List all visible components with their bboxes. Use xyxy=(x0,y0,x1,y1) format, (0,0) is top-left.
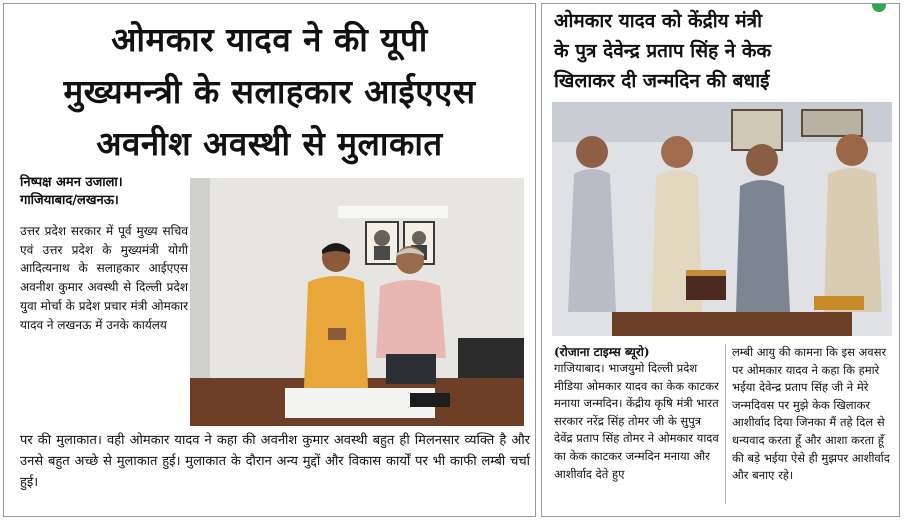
birthday-photo xyxy=(552,102,892,336)
right-headline-line: खिलाकर दी जन्मदिन की बधाई xyxy=(554,70,770,92)
left-headline-line: मुख्यमन्त्री के सलाहकार आईएएस xyxy=(63,72,476,111)
meeting-photo xyxy=(190,178,524,426)
left-byline xyxy=(20,174,180,210)
birthday-photo-illustration xyxy=(552,102,892,336)
meeting-photo-illustration xyxy=(190,178,524,426)
left-article-continuation: पर की मुलाकात। वही ओमकार यादव ने कहा की अवनीश कुमार अवस्थी बहुत ही मिलनसार व्यक्ति है और उनसे बहुत अच्छे से मुलाकात हुई। मुलाकात के दौरान अन्य मुद्दों और विकास कार्यों पर भी काफी लम्बी चर्चा हुई। xyxy=(20,433,530,490)
left-headline-line: अवनीश अवस्थी से मुलाकात xyxy=(96,124,443,163)
column-divider xyxy=(725,344,726,504)
left-headline xyxy=(8,14,531,170)
right-headline xyxy=(552,6,892,96)
news-clipping-right xyxy=(541,3,900,517)
left-article-column: उत्तर प्रदेश सरकार में पूर्व मुख्य सचिव एवं उत्तर प्रदेश के मुख्यमंत्री योगी आदित्यनाथ के सलाहकार आईएएस अवनीश कुमार अवस्थी से दिल्ली प्रदेश युवा मोर्चा के प्रदेश प्रचार मंत्री ओमकार यादव ने लखनऊ में उनके कार्यलय xyxy=(20,224,188,332)
right-article-column-1: गाजियाबाद। भाजयुमो दिल्ली प्रदेश मीडिया ओमकार यादव का केक काटकर मनाया जन्मदिन। केंद्रीय कृषि मंत्री भारत सरकार नरेंद्र सिंह तोमर जी के सुपुत्र देवेंद्र प्रताप सिंह तोमर ने ओमकार यादव का केक काटकर जन्मदिन मनाया और आशीर्वाद देते हुए xyxy=(554,361,719,481)
right-headline-box xyxy=(552,6,892,100)
right-article-column-2: लम्बी आयु की कामना कि इस अवसर पर ओमकार यादव ने कहा कि हमारे भईया देवेन्द्र प्रताप सिंह जी ने मेरे जन्मदिवस पर मुझे केक खिलाकर आशीर्वाद दिया जिनका मैं तहे दिल से धन्यवाद करता हूँ और आशा करता हूँ की बड़े भईया ऐसे ही मुझपर आशीर्वाद और बनाए रहे। xyxy=(732,345,890,483)
right-headline-line: के पुत्र देवेन्द्र प्रताप सिंह ने केक xyxy=(554,40,772,62)
news-clipping-left xyxy=(3,3,536,517)
byline-line: गाजियाबाद/लखनऊ। xyxy=(20,193,119,208)
right-byline: (रोजाना टाइम्स ब्यूरो) xyxy=(554,345,650,359)
right-headline-line: ओमकार यादव को केंद्रीय मंत्री xyxy=(554,10,763,32)
left-headline-line: ओमकार यादव ने की यूपी xyxy=(111,20,428,59)
byline-line: निष्पक्ष अमन उजाला। xyxy=(20,175,123,190)
